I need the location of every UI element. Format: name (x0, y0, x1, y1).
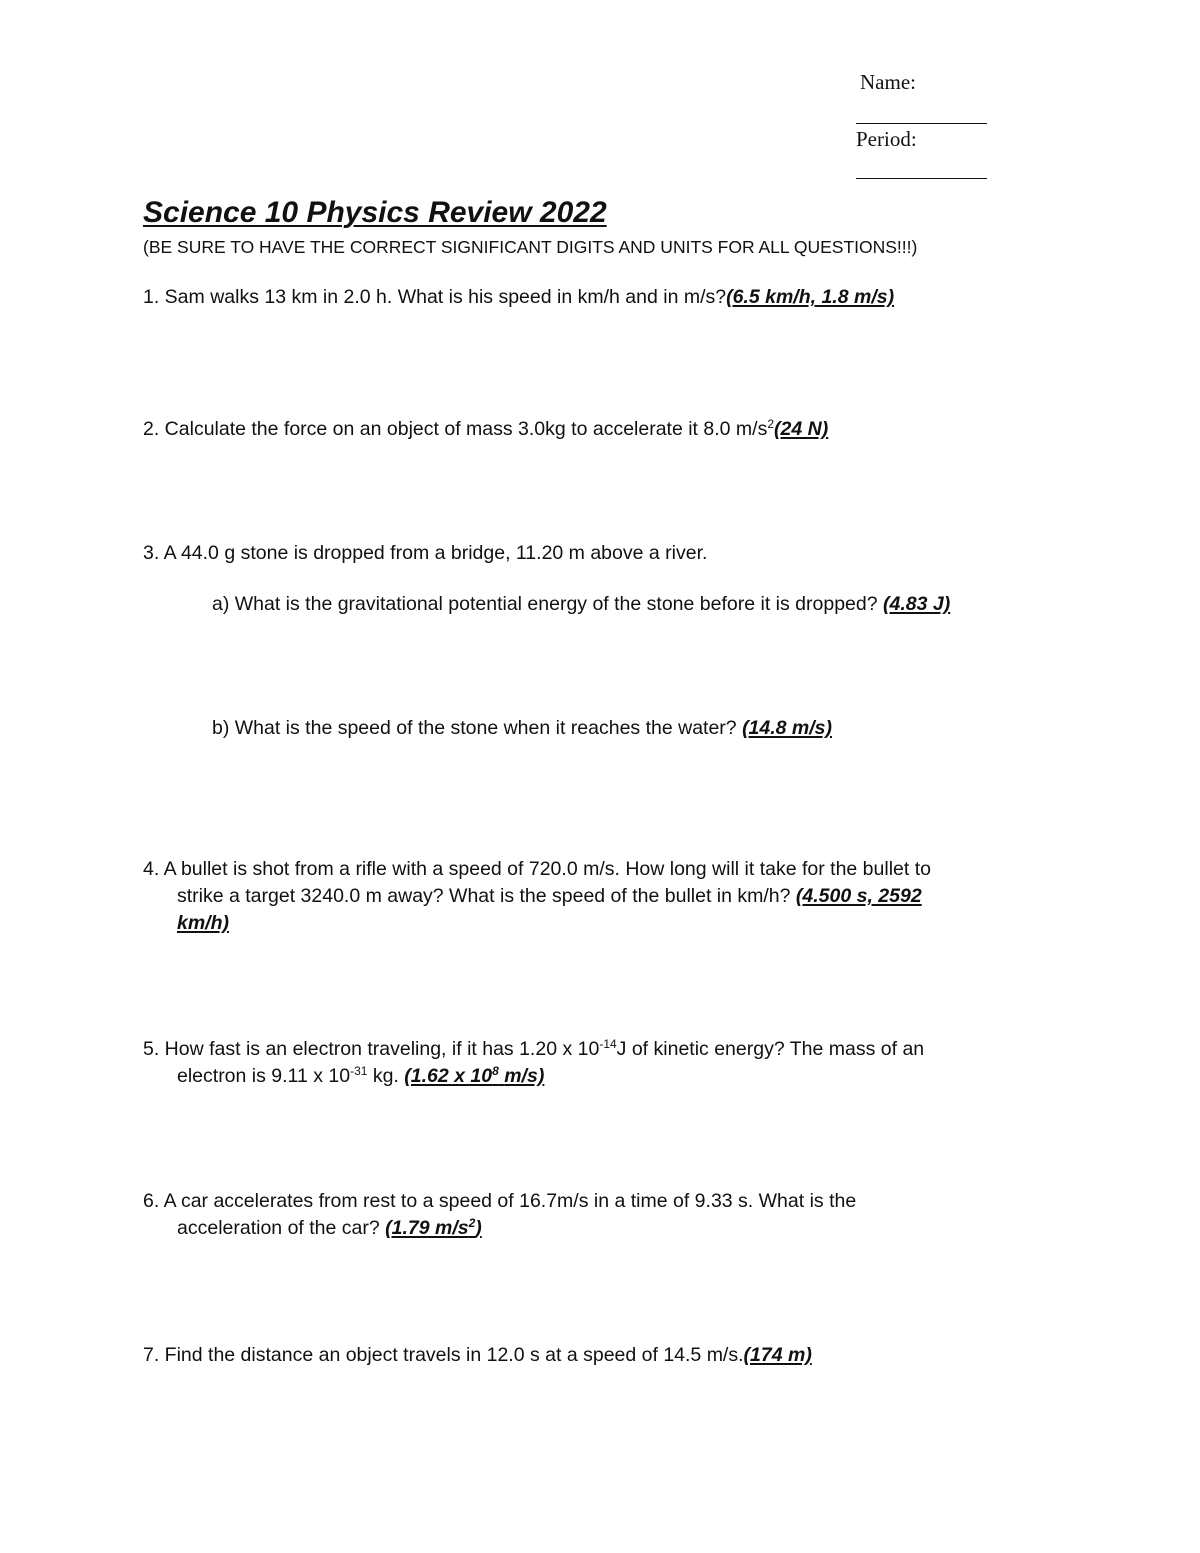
question-5-line-1-pre: 5. How fast is an electron traveling, if it has 1.20 x 10 (143, 1038, 600, 1060)
question-3 (143, 540, 707, 567)
question-7-answer: (174 m) (743, 1344, 812, 1366)
question-5-answer-exponent: 8 (492, 1063, 499, 1078)
question-2-superscript: 2 (767, 416, 775, 431)
question-6 (143, 1188, 856, 1242)
question-4-answer-part-2: km/h) (177, 912, 230, 934)
question-3b-text: b) What is the speed of the stone when it reaches the water? (212, 717, 737, 739)
question-6-line-1: 6. A car accelerates from rest to a speed of 16.7m/s in a time of 9.33 s. What is the (143, 1190, 857, 1212)
question-5-line-1-post: J of kinetic energy? The mass of an (616, 1038, 925, 1060)
question-3b (212, 715, 832, 742)
question-4 (143, 856, 931, 937)
question-5-answer (404, 1065, 544, 1087)
name-label: Name: (860, 70, 916, 94)
instructions: (BE SURE TO HAVE THE CORRECT SIGNIFICANT DIGITS AND UNITS FOR ALL QUESTIONS!!!) (143, 237, 918, 257)
question-4-line-1: 4. A bullet is shot from a rifle with a speed of 720.0 m/s. How long will it take for the bullet to (143, 858, 931, 880)
question-5-answer-post: m/s) (504, 1065, 545, 1087)
question-5-line-2-exponent: -31 (350, 1063, 368, 1078)
question-6-answer-post: ) (475, 1217, 482, 1239)
question-5-line-2-pre: electron is 9.11 x 10 (177, 1065, 351, 1087)
name-blank-line (856, 123, 987, 124)
page-title: Science 10 Physics Review 2022 (143, 196, 607, 229)
question-1-answer: (6.5 km/h, 1.8 m/s) (726, 286, 895, 308)
question-6-answer (385, 1217, 482, 1239)
question-2-text: 2. Calculate the force on an object of mass 3.0kg to accelerate it 8.0 m/s (143, 418, 768, 440)
period-blank-line (856, 178, 987, 179)
question-3-text: 3. A 44.0 g stone is dropped from a bridge, 11.20 m above a river. (143, 542, 708, 564)
question-4-line-2: strike a target 3240.0 m away? What is the speed of the bullet in km/h? (177, 885, 791, 907)
question-6-answer-exponent: 2 (468, 1215, 476, 1230)
question-2 (143, 416, 828, 443)
question-5-answer-pre: (1.62 x 10 (404, 1065, 493, 1087)
period-label: Period: (856, 127, 917, 151)
question-1-text: 1. Sam walks 13 km in 2.0 h. What is his speed in km/h and in m/s? (143, 286, 727, 308)
question-3b-answer: (14.8 m/s) (742, 717, 833, 739)
question-5-line-1-exponent: -14 (599, 1036, 617, 1051)
question-2-answer: (24 N) (774, 418, 829, 440)
question-3a (212, 591, 950, 618)
question-5 (143, 1036, 924, 1090)
question-7 (143, 1342, 812, 1369)
question-7-text: 7. Find the distance an object travels in 12.0 s at a speed of 14.5 m/s. (143, 1344, 744, 1366)
question-5-line-2-post: kg. (372, 1065, 399, 1087)
question-6-answer-pre: (1.79 m/s (385, 1217, 469, 1239)
question-3a-answer: (4.83 J) (883, 593, 951, 615)
question-3a-text: a) What is the gravitational potential energy of the stone before it is dropped? (212, 593, 878, 615)
question-4-answer-part-1: (4.500 s, 2592 (795, 885, 922, 907)
question-1 (143, 284, 894, 311)
question-6-line-2: acceleration of the car? (177, 1217, 380, 1239)
